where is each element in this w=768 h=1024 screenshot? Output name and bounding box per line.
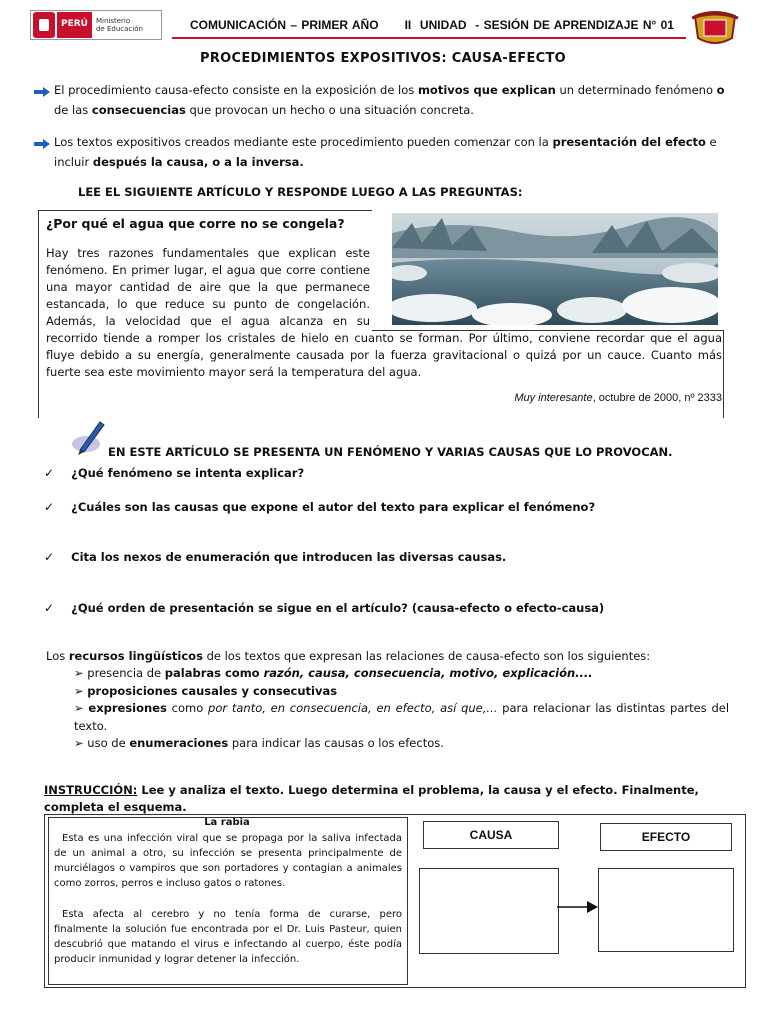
article-top-rule [38,210,372,211]
triangle-bullet-icon: ➢ [74,701,84,715]
question-item: ✓ Cita los nexos de enumeración que introducen las diversas causas. [44,550,507,564]
question-item: ✓ ¿Cuáles son las causas que expone el autor del texto para explicar el fenómeno? [44,500,596,514]
rabia-paragraph-1: Esta es una infección viral que se propaga por la saliva infectada de un animal a otro, su infección se presenta principalmente de murciélagos o vampiros que son portadores y contagian a animales como zorros, perros e incluso gatos o ratones. [54,833,402,889]
article-title: ¿Por qué el agua que corre no se congela? [46,216,345,231]
list-item: ➢ uso de enumeraciones para indicar las causas o los efectos. [74,736,444,750]
resources-intro: Los recursos lingüísticos de los textos que expresan las relaciones de causa-efecto son los siguientes: [46,649,651,663]
question-item: ✓ ¿Qué fenómeno se intenta explicar? [44,466,305,480]
intro-paragraph-2: Los textos expositivos creados mediante este procedimiento pueden comenzar con la presentación del efecto e incluir después la causa, o a la inversa. [54,135,717,169]
list-item: ➢ presencia de palabras como razón, causa, consecuencia, motivo, explicación.... [74,666,593,680]
question-item: ✓ ¿Qué orden de presentación se sigue en el artículo? (causa-efecto o efecto-causa) [44,601,605,615]
ministry-logo [30,10,162,40]
list-item: ➢ expresiones como por tanto, en consecuencia, en efecto, así que,... para relacionar las distintas partes del [74,701,730,715]
list-item: texto. [74,718,108,733]
resources-list [74,665,729,753]
arrow-bullet-icon [34,87,50,97]
list-item: ➢ proposiciones causales y consecutivas [74,683,338,698]
school-emblem-icon [690,8,740,48]
rabia-paragraph-2: Esta afecta al cerebro y no tenía forma de curarse, pero finalmente la solución fue encontrada por el Dr. Luis Pasteur, quien descubrió que matando el virus e infectando al cuerpo, éste podía producir inmunidad y lograr detener la infección. [54,909,402,965]
logo-ministry: Ministerio de Educación [95,17,143,33]
frozen-river-image [392,213,718,325]
efecto-answer-box[interactable] [598,868,734,952]
checkmark-icon: ✓ [44,466,55,480]
instruction: INSTRUCCIÓN: Lee y analiza el texto. Luego determina el problema, la causa y el efecto. Finalmente, completa el esquema. [44,783,699,814]
arrow-bullet-icon [34,139,50,149]
rabia-title: La rabia [204,817,250,828]
checkmark-icon: ✓ [44,550,55,564]
header-divider [172,37,686,39]
checkmark-icon: ✓ [44,500,55,514]
arrow-right-icon [557,900,599,914]
checkmark-icon: ✓ [44,601,55,615]
efecto-label-box: EFECTO [600,823,732,851]
article-source: Muy interesante, octubre de 2000, nº 2333 [514,392,722,404]
pen-icon [70,416,110,456]
reading-heading: LEE EL SIGUIENTE ARTÍCULO Y RESPONDE LUEGO A LAS PREGUNTAS: [78,185,523,199]
causa-answer-box[interactable] [419,868,559,954]
intro-paragraph-1: El procedimiento causa-efecto consiste en la exposición de los motivos que explican un determinado fenómeno o de las consecuencias que provocan un hecho o una situación concreta. [54,83,725,117]
article-body-narrow: Hay tres razones fundamentales que explican este fenómeno. En primer lugar, el agua que corre contiene una mayor cantidad de aire que la que permanece estancada, lo que reduce su punto de congelación. Además, la velocidad que el agua alcanza en su [46,246,370,328]
header-title: COMUNICACIÓN – PRIMER AÑO II UNIDAD - SESIÓN DE APRENDIZAJE N° 01 [190,18,674,32]
triangle-bullet-icon: ➢ [74,683,84,698]
article-left-rule [38,210,39,418]
article-body-wide: recorrido tiende a romper los cristales de hielo en cuanto se forman. Por último, conviene recordar que el agua fluye debido a su energía, generalmente causada por la fuerza gravitacional o quizá por un cauce. Cuanto más fuerte sea este movimiento mayor será la temperatura del agua. [46,331,722,379]
page-title: PROCEDIMIENTOS EXPOSITIVOS: CAUSA-EFECTO [200,51,567,66]
article-right-rule [723,330,724,418]
triangle-bullet-icon: ➢ [74,736,84,750]
logo-country: PERÚ [57,12,92,38]
triangle-bullet-icon: ➢ [74,666,84,680]
coat-of-arms-icon [33,12,55,38]
questions-heading: EN ESTE ARTÍCULO SE PRESENTA UN FENÓMENO Y VARIAS CAUSAS QUE LO PROVOCAN. [108,445,673,459]
causa-label-box: CAUSA [423,821,559,849]
